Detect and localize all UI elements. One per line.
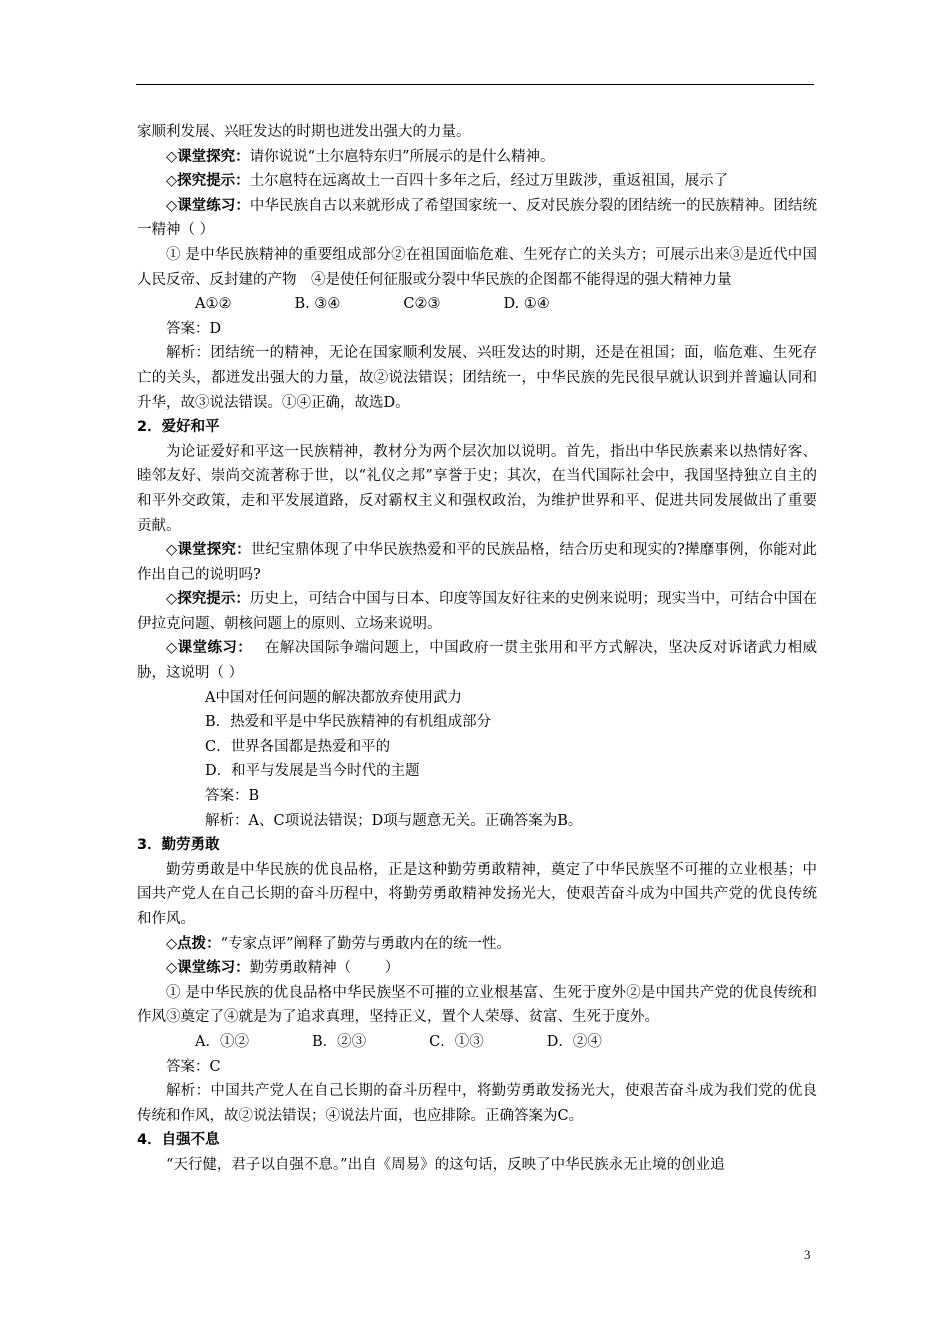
paragraph	[137, 956, 817, 981]
paragraph	[137, 932, 817, 957]
option: B. ③④	[294, 296, 341, 313]
option: A．①②	[195, 1033, 249, 1050]
page-number: 3	[804, 1247, 811, 1262]
label-bold: ◇探究提示：	[166, 173, 250, 190]
paragraph	[137, 636, 817, 685]
label-bold: ◇课堂练习：	[166, 960, 250, 977]
label-bold: ◇课堂探究：	[166, 148, 250, 165]
option: B．热爱和平是中华民族精神的有机组成部分	[205, 714, 492, 731]
paragraph-text: 在解决国际争端问题上，中国政府一贯主张用和平方式解决，坚决反对诉诸武力相威胁，这说明（ ）	[137, 640, 818, 682]
paragraph-text: 土尔扈特在远离故土一百四十多年之后，经过万里跋涉，重返祖国，展示了	[249, 173, 729, 190]
paragraph	[137, 194, 817, 243]
answer: 答案：D	[166, 320, 222, 337]
paragraph-text: 勤劳勇敢精神（ ）	[249, 960, 400, 977]
section-heading: 2．爱好和平	[137, 419, 220, 436]
label-bold: ◇点拨：	[166, 935, 221, 952]
label-bold: ◇课堂练习：	[166, 197, 250, 214]
option: C②③	[403, 296, 441, 313]
section-heading: 4．自强不息	[137, 1132, 220, 1149]
option: B．②③	[311, 1033, 367, 1050]
paragraph-text: “专家点评”阐释了勤劳与勇敢内在的统一性。	[220, 935, 511, 952]
paragraph	[137, 169, 817, 194]
label-bold: ◇探究提示：	[166, 591, 250, 608]
option: A①②	[195, 296, 232, 313]
option: C．①③	[429, 1033, 484, 1050]
document-body	[137, 120, 817, 1178]
label-bold: ◇课堂练习：	[166, 640, 245, 657]
answer: 答案：C	[166, 1058, 221, 1075]
paragraph-text: 世纪宝鼎体现了中华民族热爱和平的民族品格，结合历史和现实的?撵靡事例，你能对此作出自己的说明吗?	[137, 542, 817, 583]
label-bold: ◇课堂探究：	[166, 542, 251, 559]
paragraph: ① 是中华民族的优良品格中华民族坚不可摧的立业根基富、生死于度外②是中国共产党的优良传统和作风③奠定了④就是为了追求真理，坚持正义，置个人荣辱、贫富、生死于度外。	[137, 984, 817, 1026]
paragraph	[137, 538, 817, 587]
paragraph: ① 是中华民族精神的重要组成部分②在祖国面临危难、生死存亡的关头方；可展示出来③是近代中国人民反帝、反封建的产物 ④是使任何征服或分裂中华民族的企图都不能得逞的强大精神力量	[137, 246, 817, 288]
paragraph: “天行健，君子以自强不息。”出自《周易》的这句话，反映了中华民族永无止境的创业追	[166, 1156, 725, 1173]
option: A中国对任何问题的解决都放弃使用武力	[205, 689, 462, 706]
section-heading: 3．勤劳勇敢	[137, 837, 220, 854]
option: D．②④	[546, 1033, 602, 1050]
options-row	[137, 1030, 817, 1055]
option: C．世界各国都是热爱和平的	[205, 738, 391, 755]
options-row	[137, 292, 817, 317]
header-rule	[136, 84, 814, 85]
paragraph	[137, 145, 817, 170]
analysis: 解析：A、C项说法错误；D项与题意无关。正确答案为B。	[205, 812, 583, 829]
paragraph-text: 请你说说“土尔扈特东归”所展示的是什么精神。	[249, 148, 555, 165]
option: D. ①④	[503, 296, 550, 313]
answer: 答案：B	[205, 788, 260, 805]
paragraph: 家顺利发展、兴旺发达的时期也迸发出强大的力量。	[137, 124, 471, 140]
paragraph: 为论证爱好和平这一民族精神，教材分为两个层次加以说明。首先，指出中华民族素来以热情好客、睦邻友好、崇尚交流著称于世，以“礼仪之邦”享誉于史；其次，在当代国际社会中，我国坚持独立自主的和平外交政策，走和平发展道路，反对霸权主义和强权政治，为维护世界和平、促进共同发展做出了重要贡献。	[137, 443, 817, 534]
paragraph-text: 中华民族自古以来就形成了希望国家统一、反对民族分裂的团结统一的民族精神。团结统一精神（ ）	[137, 197, 817, 239]
paragraph	[137, 587, 817, 636]
analysis: 解析：中国共产党人在自己长期的奋斗历程中，将勤劳勇敢发扬光大，使艰苦奋斗成为我们党的优良传统和作风，故②说法错误；④说法片面，也应排除。正确答案为C。	[137, 1083, 817, 1124]
paragraph: 勤劳勇敢是中华民族的优良品格，正是这种勤劳勇敢精神，奠定了中华民族坚不可摧的立业根基；中国共产党人在自己长期的奋斗历程中，将勤劳勇敢精神发扬光大，使艰苦奋斗成为中国共产党的优良传统和作风。	[137, 861, 817, 927]
analysis: 解析：团结统一的精神，无论在国家顺利发展、兴旺发达的时期，还是在祖国；面，临危难、生死存亡的关头，都迸发出强大的力量，故②说法错误；团结统一，中华民族的先民很早就认识到并普遍认同和升华，故③说法错误。①④正确，故选D。	[137, 345, 817, 411]
option: D．和平与发展是当今时代的主题	[205, 763, 420, 780]
paragraph-text: 历史上，可结合中国与日本、印度等国友好往来的史例来说明；现实当中，可结合中国在伊拉克问题、朝核问题上的原则、立场来说明。	[137, 591, 817, 632]
